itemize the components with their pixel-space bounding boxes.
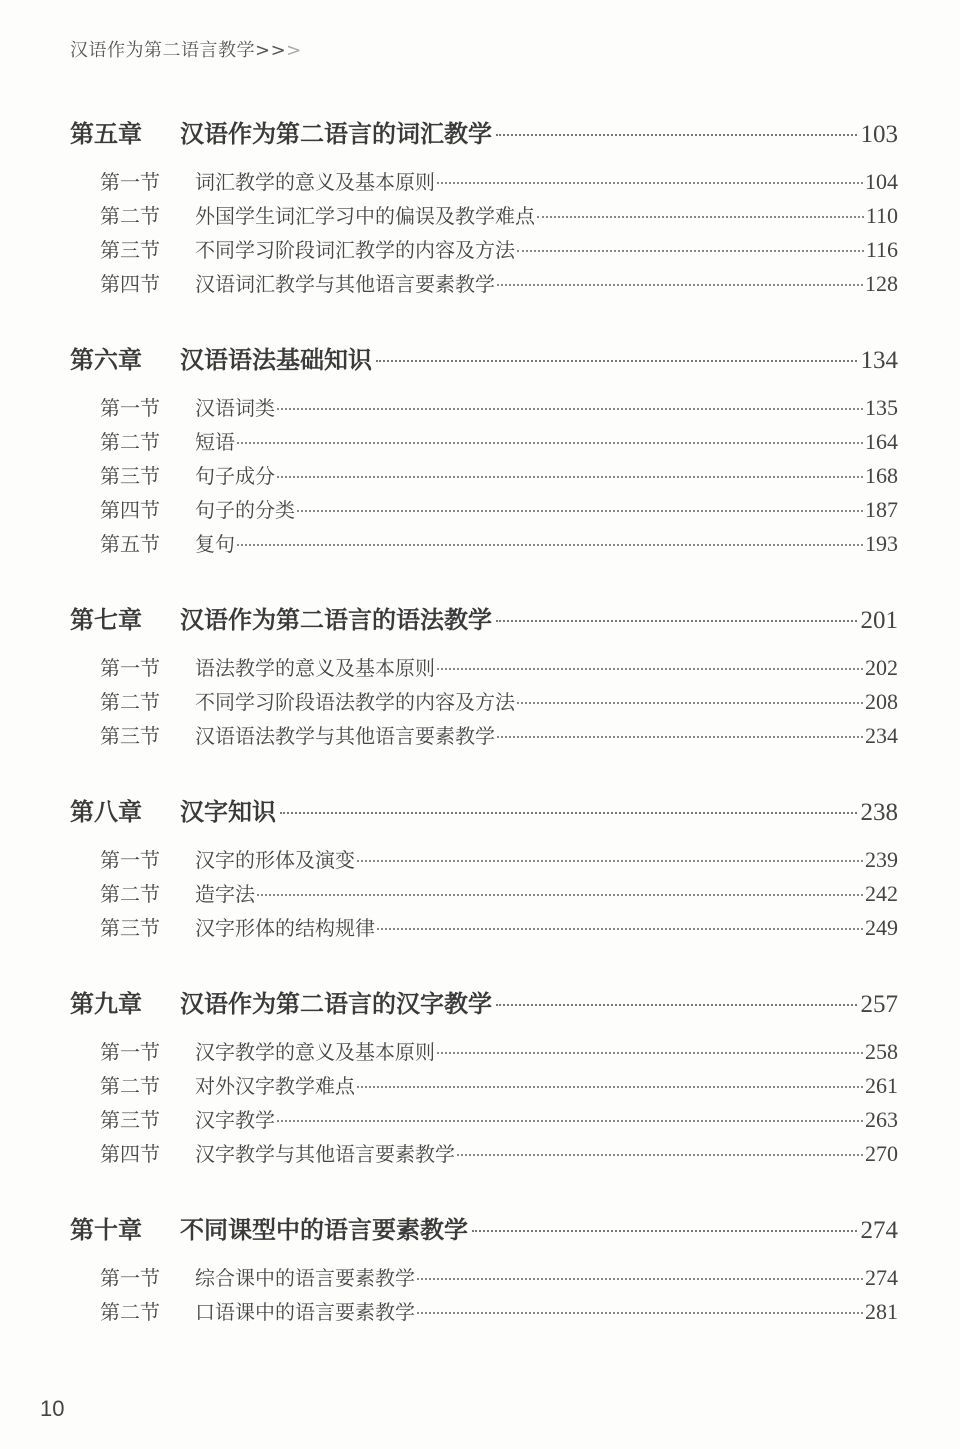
section-title: 不同学习阶段词汇教学的内容及方法 <box>195 238 515 262</box>
dot-leader <box>277 476 863 478</box>
section-entry[interactable] <box>70 200 898 234</box>
section-entry[interactable] <box>70 234 898 268</box>
section-entry[interactable] <box>70 1262 898 1296</box>
chapter-page: 134 <box>860 347 898 374</box>
chapter-entry[interactable] <box>70 1210 898 1250</box>
section-number: 第四节 <box>100 1142 160 1166</box>
dot-leader <box>437 1052 863 1054</box>
section-entry[interactable] <box>70 912 898 946</box>
section-entry[interactable] <box>70 1296 898 1330</box>
chapter-title: 汉语作为第二语言的词汇教学 <box>180 120 492 148</box>
section-title: 对外汉字教学难点 <box>195 1074 355 1098</box>
section-entry[interactable] <box>70 494 898 528</box>
dot-leader <box>472 1230 857 1232</box>
section-title: 汉语词类 <box>195 396 275 420</box>
section-number: 第二节 <box>100 690 160 714</box>
dot-leader <box>457 1154 863 1156</box>
dot-leader <box>496 134 857 136</box>
section-number: 第三节 <box>100 238 160 262</box>
chapter-block <box>70 114 898 302</box>
dot-leader <box>496 620 857 622</box>
dot-leader <box>417 1278 863 1280</box>
section-entry[interactable] <box>70 878 898 912</box>
chapter-title: 汉语语法基础知识 <box>180 346 372 374</box>
dot-leader <box>537 216 864 218</box>
dot-leader <box>257 894 863 896</box>
section-page: 242 <box>865 881 898 906</box>
section-number: 第二节 <box>100 430 160 454</box>
section-page: 208 <box>865 689 898 714</box>
chapter-block <box>70 340 898 562</box>
section-entry[interactable] <box>70 426 898 460</box>
section-entry[interactable] <box>70 1070 898 1104</box>
running-header <box>70 36 302 62</box>
dot-leader <box>417 1312 863 1314</box>
section-number: 第一节 <box>100 396 160 420</box>
chapter-block <box>70 1210 898 1330</box>
section-number: 第四节 <box>100 272 160 296</box>
section-title: 汉字的形体及演变 <box>195 848 355 872</box>
section-page: 263 <box>865 1107 898 1132</box>
chapter-entry[interactable] <box>70 792 898 832</box>
section-number: 第一节 <box>100 1040 160 1064</box>
chapter-page: 274 <box>860 1217 898 1244</box>
chapter-number: 第十章 <box>70 1216 142 1244</box>
chapter-page: 103 <box>860 121 898 148</box>
dot-leader <box>277 1120 863 1122</box>
dot-leader <box>376 360 857 362</box>
section-page: 249 <box>865 915 898 940</box>
section-title: 短语 <box>195 430 235 454</box>
dot-leader <box>497 736 863 738</box>
section-title: 汉字形体的结构规律 <box>195 916 375 940</box>
dot-leader <box>496 1004 857 1006</box>
chapter-page: 257 <box>860 991 898 1018</box>
section-number: 第一节 <box>100 656 160 680</box>
section-entry[interactable] <box>70 528 898 562</box>
section-page: 104 <box>865 169 898 194</box>
dot-leader <box>517 702 863 704</box>
section-number: 第二节 <box>100 882 160 906</box>
chapter-block <box>70 600 898 754</box>
section-number: 第五节 <box>100 532 160 556</box>
section-entry[interactable] <box>70 844 898 878</box>
section-title: 不同学习阶段语法教学的内容及方法 <box>195 690 515 714</box>
section-number: 第三节 <box>100 1108 160 1132</box>
section-page: 281 <box>865 1299 898 1324</box>
dot-leader <box>297 510 863 512</box>
section-title: 句子的分类 <box>195 498 295 522</box>
section-title: 综合课中的语言要素教学 <box>195 1266 415 1290</box>
dot-leader <box>237 544 863 546</box>
dot-leader <box>377 928 863 930</box>
table-of-contents <box>70 114 898 1368</box>
section-number: 第一节 <box>100 848 160 872</box>
chapter-title: 不同课型中的语言要素教学 <box>180 1216 468 1244</box>
chapter-entry[interactable] <box>70 984 898 1024</box>
section-entry[interactable] <box>70 268 898 302</box>
section-page: 193 <box>865 531 898 556</box>
section-number: 第三节 <box>100 916 160 940</box>
section-page: 202 <box>865 655 898 680</box>
section-title: 外国学生词汇学习中的偏误及教学难点 <box>195 204 535 228</box>
section-entry[interactable] <box>70 166 898 200</box>
book-title: 汉语作为第二语言教学 <box>70 40 255 61</box>
section-title: 句子成分 <box>195 464 275 488</box>
section-title: 语法教学的意义及基本原则 <box>195 656 435 680</box>
dot-leader <box>517 250 864 252</box>
section-title: 汉语语法教学与其他语言要素教学 <box>195 724 495 748</box>
section-page: 187 <box>865 497 898 522</box>
section-title: 汉字教学 <box>195 1108 275 1132</box>
section-page: 128 <box>865 271 898 296</box>
section-number: 第二节 <box>100 1074 160 1098</box>
section-page: 261 <box>865 1073 898 1098</box>
dot-leader <box>280 812 857 814</box>
section-number: 第三节 <box>100 724 160 748</box>
section-entry[interactable] <box>70 652 898 686</box>
chapter-page: 238 <box>860 799 898 826</box>
chapter-number: 第五章 <box>70 120 142 148</box>
section-number: 第二节 <box>100 204 160 228</box>
section-number: 第三节 <box>100 464 160 488</box>
chapter-block <box>70 792 898 946</box>
chapter-entry[interactable] <box>70 340 898 380</box>
section-page: 274 <box>865 1265 898 1290</box>
section-entry[interactable] <box>70 1138 898 1172</box>
chapter-title: 汉语作为第二语言的语法教学 <box>180 606 492 634</box>
section-page: 164 <box>865 429 898 454</box>
chapter-number: 第七章 <box>70 606 142 634</box>
chapter-page: 201 <box>860 607 898 634</box>
section-entry[interactable] <box>70 460 898 494</box>
header-arrows: >>> <box>255 40 302 61</box>
section-entry[interactable] <box>70 720 898 754</box>
section-title: 汉语词汇教学与其他语言要素教学 <box>195 272 495 296</box>
dot-leader <box>237 442 863 444</box>
section-page: 258 <box>865 1039 898 1064</box>
section-number: 第一节 <box>100 1266 160 1290</box>
page-number: 10 <box>40 1396 65 1421</box>
section-entry[interactable] <box>70 686 898 720</box>
dot-leader <box>497 284 863 286</box>
dot-leader <box>277 408 863 410</box>
chapter-block <box>70 984 898 1172</box>
section-title: 汉字教学与其他语言要素教学 <box>195 1142 455 1166</box>
dot-leader <box>357 860 863 862</box>
chapter-number: 第八章 <box>70 798 142 826</box>
section-number: 第二节 <box>100 1300 160 1324</box>
section-number: 第一节 <box>100 170 160 194</box>
section-page: 135 <box>865 395 898 420</box>
section-page: 234 <box>865 723 898 748</box>
section-title: 口语课中的语言要素教学 <box>195 1300 415 1324</box>
chapter-title: 汉字知识 <box>180 798 276 826</box>
dot-leader <box>437 182 863 184</box>
section-page: 239 <box>865 847 898 872</box>
section-title: 造字法 <box>195 882 255 906</box>
chapter-entry[interactable] <box>70 114 898 154</box>
chapter-number: 第九章 <box>70 990 142 1018</box>
dot-leader <box>357 1086 863 1088</box>
chapter-number: 第六章 <box>70 346 142 374</box>
section-page: 270 <box>865 1141 898 1166</box>
section-title: 词汇教学的意义及基本原则 <box>195 170 435 194</box>
section-entry[interactable] <box>70 1036 898 1070</box>
chapter-title: 汉语作为第二语言的汉字教学 <box>180 990 492 1018</box>
section-page: 116 <box>865 237 898 262</box>
section-number: 第四节 <box>100 498 160 522</box>
section-page: 110 <box>865 203 898 228</box>
chapter-entry[interactable] <box>70 600 898 640</box>
section-entry[interactable] <box>70 1104 898 1138</box>
dot-leader <box>437 668 863 670</box>
section-entry[interactable] <box>70 392 898 426</box>
section-title: 复句 <box>195 532 235 556</box>
section-page: 168 <box>865 463 898 488</box>
section-title: 汉字教学的意义及基本原则 <box>195 1040 435 1064</box>
